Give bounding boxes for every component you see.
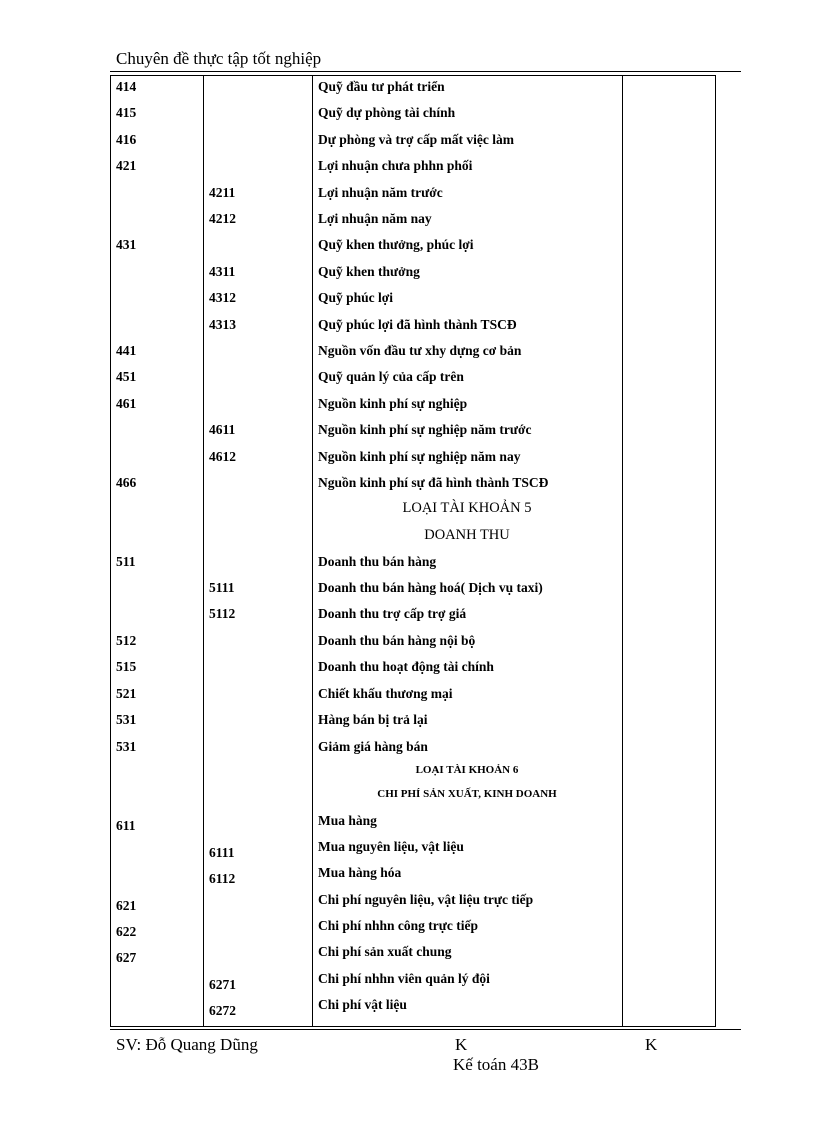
account-name: Chi phí nguyên liệu, vật liệu trực tiếp [318,892,534,907]
account-name: Chi phí vật liệu [318,997,407,1012]
account-code: 414 [116,79,137,94]
table-row [110,860,716,886]
account-name: Lợi nhuận năm nay [318,211,432,226]
account-name: Nguồn kinh phí sự nghiệp [318,396,468,411]
account-code: 415 [116,105,137,120]
table-row [110,127,716,153]
table-row [110,808,716,834]
table-row [110,834,716,860]
sub-account-code: 4212 [209,211,236,226]
account-code: 421 [116,158,137,173]
account-name: Doanh thu bán hàng nội bộ [318,633,476,648]
account-name: Lợi nhuận năm trước [318,185,443,200]
table-row [110,887,716,913]
account-code: 466 [116,475,137,490]
account-name: Quỹ quản lý của cấp trên [318,369,464,384]
table-row [110,939,716,965]
section-heading: LOẠI TÀI KHOẢN 6 [415,764,519,776]
account-code: 531 [116,712,137,727]
table-row [110,913,716,939]
account-name: Nguồn kinh phí sự nghiệp năm trước [318,422,532,437]
footer-rule [110,1029,741,1030]
account-name: Nguồn kinh phí sự đã hình thành TSCĐ [318,475,549,490]
table-row [110,180,716,206]
sub-account-code: 6271 [209,977,236,992]
account-code: 611 [116,818,136,833]
section-subheading: CHI PHÍ SẢN XUẤT, KINH DOANH [377,788,557,800]
table-row [110,654,716,680]
account-code: 515 [116,659,137,674]
account-code: 622 [116,924,137,939]
account-name: Chiết khấu thương mại [318,686,453,701]
sub-account-code: 4611 [209,422,236,437]
account-name: Dự phòng và trợ cấp mất việc làm [318,132,514,147]
table-row [110,681,716,707]
account-name: Chi phí nhhn viên quản lý đội [318,971,490,986]
account-name: Lợi nhuận chưa phhn phối [318,158,473,173]
table-row [110,153,716,179]
table-row [110,285,716,311]
account-name: Doanh thu hoạt động tài chính [318,659,494,674]
account-name: Chi phí sản xuất chung [318,944,452,959]
header-rule [110,71,741,72]
account-code: 451 [116,369,137,384]
account-name: Doanh thu bán hàng hoá( Dịch vụ taxi) [318,580,543,595]
table-row [110,707,716,733]
table-row [110,417,716,443]
section-heading: LOẠI TÀI KHOẢN 5 [402,500,532,516]
table-row [110,259,716,285]
account-code: 512 [116,633,137,648]
footer-student: SV: Đỗ Quang Dũng [116,1035,258,1054]
sub-account-code: 4211 [209,185,236,200]
table-row [110,601,716,627]
account-name: Quỹ phúc lợi [318,290,394,305]
table-row [110,549,716,575]
table-row [110,966,716,992]
sub-account-code: 6112 [209,871,236,886]
sub-account-code: 6111 [209,845,235,860]
table-row [110,74,716,100]
table-row [110,628,716,654]
table-row [110,391,716,417]
table-row [110,364,716,390]
account-code: 511 [116,554,136,569]
account-code: 521 [116,686,137,701]
account-name: Quỹ đầu tư phát triển [318,79,445,94]
account-code: 431 [116,237,137,252]
account-code: 627 [116,950,137,965]
table-row [110,992,716,1018]
sub-account-code: 4612 [209,449,236,464]
account-name: Doanh thu trợ cấp trợ giá [318,606,467,621]
table-row [110,338,716,364]
table-row [110,734,716,760]
account-name: Mua hàng hóa [318,865,402,880]
table-row [110,100,716,126]
table-row [110,312,716,338]
account-name: Giảm giá hàng bán [318,739,428,754]
sub-account-code: 5111 [209,580,235,595]
account-code: 621 [116,898,137,913]
sub-account-code: 5112 [209,606,236,621]
account-code: 461 [116,396,137,411]
account-name: Quỹ phúc lợi đã hình thành TSCĐ [318,317,517,332]
account-name: Quỹ khen thưởng [318,264,420,279]
account-name: Mua hàng [318,813,377,828]
sub-account-code: 6272 [209,1003,236,1018]
page-header-title: Chuyên đề thực tập tốt nghiệp [116,49,322,68]
table-row [110,232,716,258]
account-name: Nguồn kinh phí sự nghiệp năm nay [318,449,521,464]
footer-class: Kế toán 43B [453,1055,539,1074]
table-row [110,575,716,601]
footer-mark-center: K [455,1035,468,1054]
account-name: Quỹ khen thưởng, phúc lợi [318,237,474,252]
table-row [110,444,716,470]
account-code: 531 [116,739,137,754]
account-code: 441 [116,343,137,358]
sub-account-code: 4311 [209,264,236,279]
footer-mark-right: K [645,1035,658,1054]
account-name: Doanh thu bán hàng [318,554,437,569]
table-row [110,470,716,496]
account-code: 416 [116,132,137,147]
table-row [110,206,716,232]
account-name: Hàng bán bị trả lại [318,712,428,727]
account-name: Quỹ dự phòng tài chính [318,105,456,120]
account-name: Chi phí nhhn công trực tiếp [318,918,479,933]
account-name: Nguồn vốn đầu tư xhy dựng cơ bản [318,343,522,358]
sub-account-code: 4312 [209,290,236,305]
section-subheading: DOANH THU [424,527,510,543]
sub-account-code: 4313 [209,317,236,332]
account-name: Mua nguyên liệu, vật liệu [318,839,464,854]
